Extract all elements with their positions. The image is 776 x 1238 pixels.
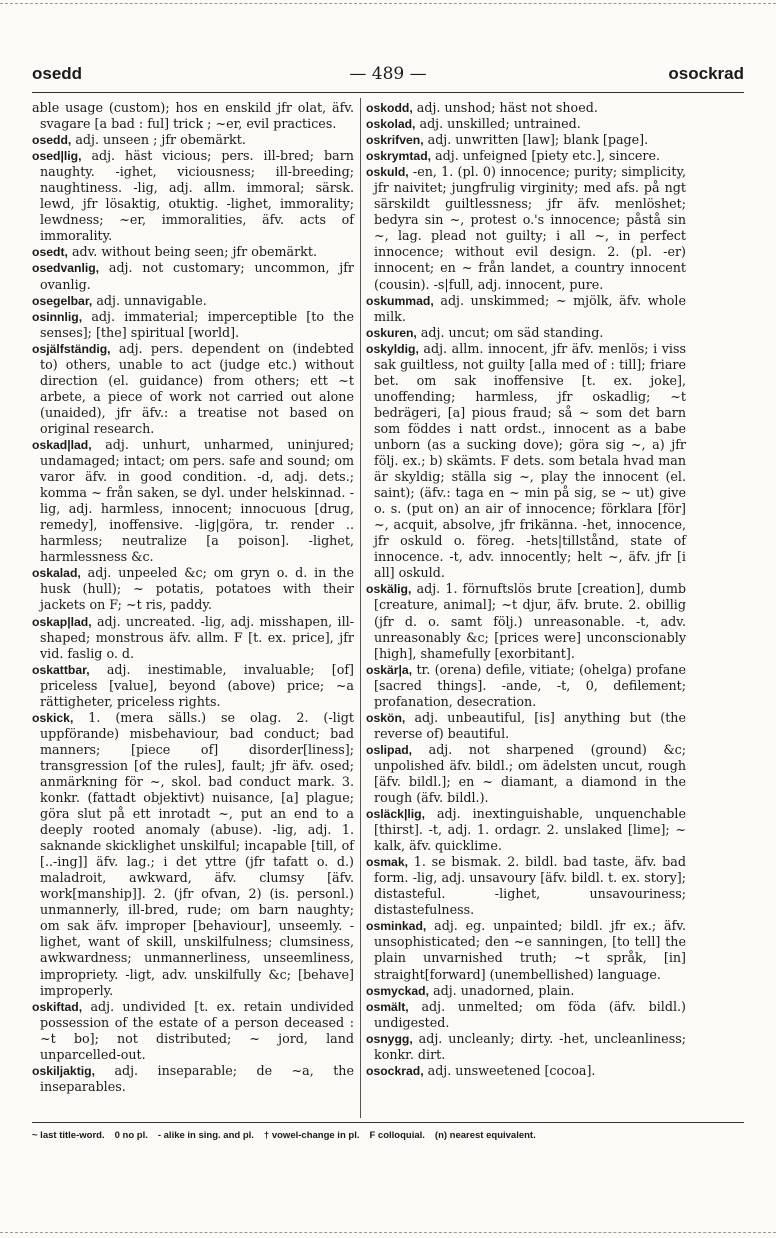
header-rule bbox=[32, 92, 744, 93]
entry-definition: adj. not sharpened (ground) &c; unpolished äfv. bildl.; om ädelsten uncut, rough [äfv. bildl.]; en ~ diamant, a diamond in the rough (äfv. bildl.). bbox=[374, 741, 686, 806]
right-column bbox=[366, 100, 686, 1079]
entry-definition: able usage (custom); hos en enskild jfr olat, äfv. svagare [a bad : ful] trick ; ~er, evil practices. bbox=[32, 100, 354, 132]
dictionary-entry bbox=[366, 581, 686, 661]
dictionary-entry bbox=[366, 116, 686, 132]
entry-definition: adj. unskilled; untrained. bbox=[419, 116, 581, 132]
headword: osed|lig, bbox=[32, 149, 82, 164]
headword: oskuld, bbox=[366, 165, 409, 180]
headword: oskiftad, bbox=[32, 999, 83, 1014]
dictionary-entry bbox=[366, 1063, 686, 1079]
headword: osnygg, bbox=[366, 1031, 413, 1046]
headword: oskattbar, bbox=[32, 662, 90, 677]
entry-definition: 1. se bismak. 2. bildl. bad taste, äfv. bad form. -lig, adj. unsavoury [äfv. bildl. t. ex. story]; distasteful. -lighet, unsavouriness; distastefulness. bbox=[374, 854, 686, 918]
dictionary-entry bbox=[32, 148, 354, 244]
entry-definition: adj. immaterial; imperceptible [to the senses]; [the] spiritual [world]. bbox=[40, 308, 354, 340]
dictionary-entry bbox=[366, 148, 686, 164]
entry-definition: adj. unhurt, unharmed, uninjured; undamaged; intact; om pers. safe and sound; om varor äfv. in good condition. -d, adj. dets.; komma ~ från saken, se dyl. under helskinnad. -lig, adj. harmless, innocent; innocuous [drug, remedy], inoffensive. -lig|göra, tr. render .. harmless; neutralize [a poison]. -lighet, harmlessness &c. bbox=[40, 436, 354, 565]
headword: oskyldig, bbox=[366, 341, 419, 356]
dictionary-entry bbox=[32, 437, 354, 565]
dictionary-entry bbox=[32, 244, 354, 260]
entry-definition: adj. undivided [t. ex. retain undivided possession of the estate of a person deceased : ~t bo]; not distributed; ~ jord, land unparcelled-out. bbox=[40, 998, 354, 1062]
entry-definition: tr. (orena) defile, vitiate; (ohelga) profane [sacred things]. -ande, -t, 0, defilement; profanation, desecration. bbox=[374, 661, 686, 709]
dictionary-entry bbox=[366, 806, 686, 854]
headword: oskolad, bbox=[366, 117, 416, 132]
dictionary-entry bbox=[366, 854, 686, 918]
dictionary-entry bbox=[366, 1031, 686, 1063]
headword: osedt, bbox=[32, 245, 68, 260]
dictionary-entry bbox=[366, 164, 686, 292]
dictionary-entry bbox=[32, 309, 354, 341]
entry-definition: adj. inestimable, invaluable; [of] priceless [value], beyond (above) price; ~a rättigheter, priceless rights. bbox=[40, 661, 354, 709]
entry-definition: adj. uncleanly; dirty. -het, uncleanliness; konkr. dirt. bbox=[374, 1030, 686, 1062]
dictionary-entry bbox=[32, 662, 354, 710]
first-guide-word: osedd bbox=[32, 64, 83, 83]
entry-definition: adj. uncut; om säd standing. bbox=[420, 324, 604, 340]
column-divider bbox=[360, 98, 361, 1118]
dictionary-entry bbox=[366, 999, 686, 1031]
dictionary-entry bbox=[366, 325, 686, 341]
legend-item: 0 no pl. bbox=[114, 1130, 148, 1141]
headword: osmyckad, bbox=[366, 983, 430, 998]
headword: osminkad, bbox=[366, 919, 427, 934]
page-number: — 489 — bbox=[349, 64, 427, 84]
entry-definition: adj. uncreated. -lig, adj. misshapen, ill-shaped; monstrous äfv. allm. F [t. ex. price], jfr vid. faslig o. d. bbox=[40, 613, 354, 661]
entry-definition: adj. unadorned, plain. bbox=[433, 982, 575, 998]
legend-item: (n) nearest equivalent. bbox=[434, 1130, 536, 1141]
headword: oskodd, bbox=[366, 101, 413, 115]
headword: oskuren, bbox=[366, 325, 417, 340]
dictionary-entry bbox=[366, 710, 686, 742]
headword: oslipad, bbox=[366, 742, 413, 757]
scan-top-edge bbox=[0, 3, 776, 4]
entry-definition: adj. allm. innocent, jfr äfv. menlös; i viss sak guiltless, not guilty [alla med of : till]; friare bet. om sak inoffensive [t. ex. joke], unoffending; harmless, jfr oskadlig; ~t bedrägeri, [a] pious fraud; så ~ som det barn som föddes i natt ordst., innocent as a babe unborn (as a sucking dove); göra sig ~, a) jfr följ. ex.; b) skämts. F dets. som betala hvad man är skyldig; ställa sig ~, play the innocent (el. saint); (äfv.: taga en ~ min på sig, se ~ ut) give o. s. (put on) an air of innocence; förklara [för] ~, acquit, absolve, jfr frikänna. -het, innocence, jfr oskuld o. föreg. -hets|tillstånd, state of innocence. -t, adv. innocently; helt ~, äfv. jfr [i all] oskuld. bbox=[374, 340, 686, 581]
entry-definition: adj. unseen ; jfr obemärkt. bbox=[75, 132, 246, 148]
dictionary-entry bbox=[32, 100, 354, 132]
last-guide-word: osockrad bbox=[668, 64, 744, 83]
dictionary-entry bbox=[32, 614, 354, 662]
entry-definition: adj. unmelted; om föda (äfv. bildl.) undigested. bbox=[374, 998, 686, 1030]
legend-item: ~ last title-word. bbox=[32, 1130, 105, 1141]
headword: oskrymtad, bbox=[366, 149, 432, 164]
headword: osläck|lig, bbox=[366, 807, 425, 822]
entry-definition: adv. without being seen; jfr obemärkt. bbox=[71, 244, 317, 260]
dictionary-entry bbox=[366, 100, 686, 116]
legend-item: † vowel-change in pl. bbox=[263, 1130, 360, 1141]
legend-item: - alike in sing. and pl. bbox=[157, 1130, 254, 1141]
entry-definition: adj. inseparable; de ~a, the inseparables. bbox=[40, 1062, 354, 1094]
entry-definition: adj. unbeautiful, [is] anything but (the reverse of) beautiful. bbox=[374, 709, 686, 741]
entry-definition: adj. not customary; uncommon, jfr ovanlig. bbox=[40, 260, 354, 292]
scan-bottom-edge bbox=[0, 1232, 776, 1233]
dictionary-entry bbox=[32, 293, 354, 309]
dictionary-entry bbox=[366, 341, 686, 582]
entry-definition: adj. unfeigned [piety etc.], sincere. bbox=[435, 148, 660, 164]
headword: osmält, bbox=[366, 999, 409, 1014]
headword: osjälfständig, bbox=[32, 341, 111, 356]
dictionary-entry bbox=[32, 1063, 354, 1095]
headword: oskummad, bbox=[366, 293, 434, 308]
running-head bbox=[32, 64, 744, 88]
entry-definition: adj. unnavigable. bbox=[96, 292, 207, 308]
headword: oskär|a, bbox=[366, 662, 413, 677]
entry-definition: adj. pers. dependent on (indebted to) others, unable to act (judge etc.) without direction (el. guidance) from others; ett ~t arbete, a piece of work not carried out alone (unaided), jfr äfv.: a treatise not based on original research. bbox=[40, 340, 354, 436]
dictionary-entry bbox=[366, 742, 686, 806]
entry-definition: adj. häst vicious; pers. ill-bred; barn naughty. -ighet, viciousness; ill-breeding; naughtiness. -lig, adj. allm. immoral; särsk. lewd, jfr lösaktig, otuktig. -lighet, immorality; lewdness; ~er, immoralities, äfv. acts of immorality. bbox=[40, 148, 354, 244]
headword: osinnlig, bbox=[32, 309, 83, 324]
headword: osmak, bbox=[366, 855, 409, 870]
entry-definition: adj. unsweetened [cocoa]. bbox=[427, 1062, 596, 1078]
headword: oskrifven, bbox=[366, 133, 424, 148]
entry-definition: 1. (mera sälls.) se olag. 2. (-ligt uppförande) misbehaviour, bad conduct; bad manners; [piece of] disorder[liness]; transgression [of the rules], fault; jfr äfv. osed; anmärkning för ~, skol. bad conduct mark. 3. konkr. (fattadt objektivt) nuisance, [a] plague; göra slut på ett inrotadt ~, put an end to a deeply rooted anomaly (abuse). -lig, adj. 1. saknande skicklighet unskilful; incapable [till, of [..-ing]] äfv. lag.; i det yttre (jfr tafatt o. d.) maladroit, awkward, äfv. clumsy [äfv. work[manship]]. 2. (jfr ofvan, 2) (is. personl.) unmannerly, ill-bred, rude; om barn naughty; om sak äfv. improper [behaviour], unseemly. -lighet, want of skill, unskilfulness; clumsiness, awkwardness; unmannerliness, unseemliness, impropriety. -ligt, adv. unskilfully &c; [behave] improperly. bbox=[40, 709, 354, 998]
dictionary-entry bbox=[32, 565, 354, 613]
entry-definition: adj. 1. förnuftslös brute [creation], dumb [creature, animal]; ~t djur, äfv. brute. 2. obillig (jfr d. o. samt följ.) unreasonable. -t, adv. unreasonably &c; [prices were] unconscionably [high], shamefully [exorbitant]. bbox=[374, 581, 686, 661]
footer-rule bbox=[32, 1122, 744, 1123]
headword: oskalad, bbox=[32, 566, 81, 581]
dictionary-entry bbox=[32, 260, 354, 292]
dictionary-entry bbox=[366, 983, 686, 999]
entry-definition: adj. unshod; häst not shoed. bbox=[416, 100, 598, 115]
legend-item: F colloquial. bbox=[369, 1130, 425, 1141]
headword: oskälig, bbox=[366, 582, 412, 597]
headword: oskiljaktig, bbox=[32, 1063, 95, 1078]
dictionary-entry bbox=[32, 999, 354, 1063]
headword: oskick, bbox=[32, 710, 74, 725]
abbreviation-legend bbox=[32, 1130, 744, 1141]
entry-definition: -en, 1. (pl. 0) innocence; purity; simplicity, jfr naivitet; jungfrulig virginity; med afs. på ngt särskildt guiltlessness; jfr äfv. menlöshet; bedyra sin ~, protest o.'s innocence; påstå sin ~, lag. plead not guilty; i all ~, in perfect innocence; without evil design. 2. (pl. -er) innocent; en ~ från landet, a country innocent (cousin). -s|full, adj. innocent, pure. bbox=[374, 164, 686, 292]
entry-definition: adj. unpeeled &c; om gryn o. d. in the husk (hull); ~ potatis, potatoes with their jackets on F; ~t ris, paddy. bbox=[40, 565, 354, 613]
headword: osegelbar, bbox=[32, 293, 93, 308]
entry-definition: adj. unwritten [law]; blank [page]. bbox=[427, 132, 649, 148]
dictionary-entry bbox=[366, 293, 686, 325]
headword: oskön, bbox=[366, 710, 406, 725]
entry-definition: adj. eg. unpainted; bildl. jfr ex.; äfv. unsophisticated; den ~e sanningen, [to tell] the plain unvarnished truth; ~t språk, [in] straight[forward] (unembellished) language. bbox=[374, 918, 686, 982]
dictionary-entry bbox=[32, 341, 354, 437]
left-column bbox=[32, 100, 354, 1095]
dictionary-entry bbox=[366, 662, 686, 710]
entry-definition: adj. inextinguishable, unquenchable [thirst]. -t, adj. 1. ordagr. 2. unslaked [lime]; ~ kalk, äfv. quicklime. bbox=[374, 806, 686, 854]
headword: osedd, bbox=[32, 133, 72, 148]
headword: osedvanlig, bbox=[32, 261, 100, 276]
dictionary-entry bbox=[366, 132, 686, 148]
headword: osockrad, bbox=[366, 1063, 424, 1078]
dictionary-entry bbox=[32, 132, 354, 148]
headword: oskad|lad, bbox=[32, 437, 92, 452]
dictionary-entry bbox=[32, 710, 354, 999]
dictionary-entry bbox=[366, 918, 686, 982]
headword: oskap|lad, bbox=[32, 614, 92, 629]
entry-definition: adj. unskimmed; ~ mjölk, äfv. whole milk. bbox=[374, 292, 686, 324]
